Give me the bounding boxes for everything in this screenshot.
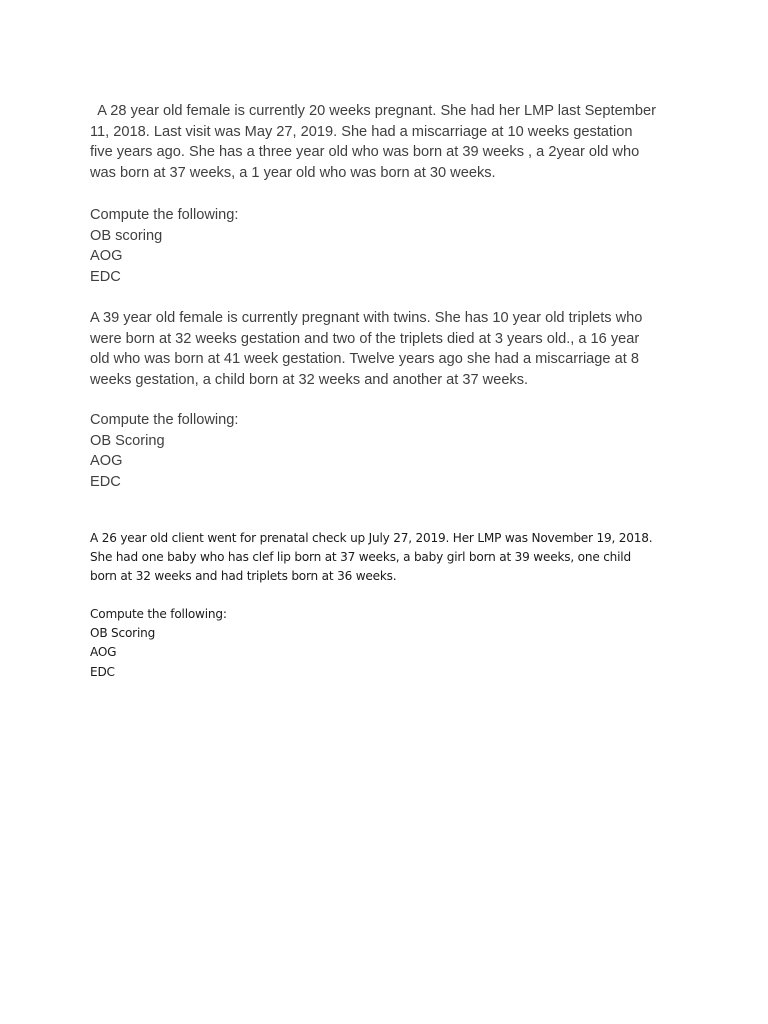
problem-3-line: born at 32 weeks and had triplets born at 36 weeks.: [90, 569, 397, 584]
compute-item-edc: EDC: [90, 473, 121, 490]
problem-2-line: old who was born at 41 week gestation. Twelve years ago she had a miscarriage at 8: [90, 351, 639, 368]
compute-item-aog: AOG: [90, 453, 123, 470]
problem-2-line: A 39 year old female is currently pregnant with twins. She has 10 year old triplets who: [90, 310, 643, 326]
problem-1-compute-list: [90, 205, 680, 287]
compute-heading: Compute the following:: [90, 607, 227, 621]
problem-2-paragraph: [90, 308, 680, 390]
compute-item-aog: AOG: [90, 248, 123, 265]
problem-2-line: were born at 32 weeks gestation and two of the triplets died at 3 years old., a 16 year: [90, 330, 640, 347]
compute-heading: Compute the following:: [90, 412, 239, 428]
compute-item-aog: AOG: [90, 645, 117, 660]
problem-1-line: A 28 year old female is currently 20 weeks pregnant. She had her LMP last September: [90, 103, 656, 119]
problem-2-compute-list: [90, 410, 680, 492]
compute-item-ob-scoring: OB Scoring: [90, 432, 165, 449]
compute-item-edc: EDC: [90, 268, 121, 285]
problem-3-paragraph: [90, 529, 680, 587]
problem-3-line: A 26 year old client went for prenatal check up July 27, 2019. Her LMP was November 19, 2018.: [90, 531, 653, 545]
problem-3-line: She had one baby who has clef lip born at 37 weeks, a baby girl born at 39 weeks, one child: [90, 550, 631, 565]
problem-1-line: 11, 2018. Last visit was May 27, 2019. She had a miscarriage at 10 weeks gestation: [90, 123, 633, 140]
compute-heading: Compute the following:: [90, 207, 239, 223]
compute-item-edc: EDC: [90, 664, 115, 679]
problem-3-compute-list: [90, 605, 680, 682]
problem-1-line: was born at 37 weeks, a 1 year old who was born at 30 weeks.: [90, 164, 496, 181]
compute-item-ob-scoring: OB Scoring: [90, 626, 156, 641]
problem-2-line: weeks gestation, a child born at 32 weeks and another at 37 weeks.: [90, 371, 529, 388]
problem-1-line: five years ago. She has a three year old who was born at 39 weeks , a 2year old who: [90, 144, 640, 161]
problem-1-paragraph: [90, 101, 680, 183]
compute-item-ob-scoring: OB scoring: [90, 227, 163, 244]
